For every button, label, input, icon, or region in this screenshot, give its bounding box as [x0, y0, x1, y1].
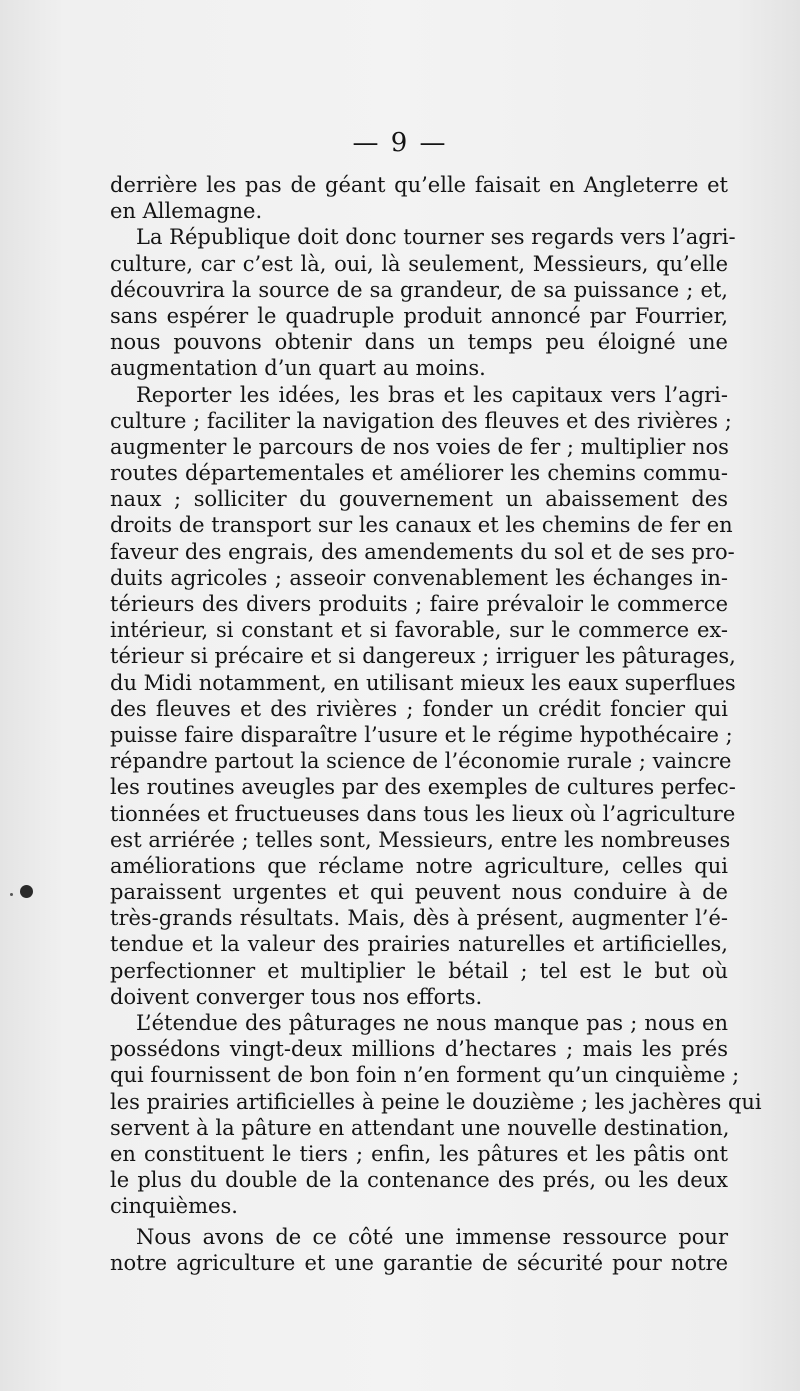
- ink-spot: [20, 885, 33, 898]
- text-line: du Midi notamment, en utilisant mieux les eaux superflues: [110, 670, 736, 695]
- text-line: répandre partout la science de l’économie rurale ; vaincre: [110, 749, 732, 774]
- text-line: les prairies artificielles à peine le douzième ; les jachères qui: [110, 1089, 762, 1114]
- text-line: L’étendue des pâturages ne nous manque pas ; nous en: [136, 1011, 728, 1035]
- text-line: cinquièmes.: [110, 1194, 238, 1219]
- text-line: routes départementales et améliorer les chemins commu-: [110, 461, 728, 486]
- text-line: très-grands résultats. Mais, dès à présent, augmenter l’é-: [110, 906, 728, 931]
- ink-speck: [10, 893, 13, 896]
- text-line: droits de transport sur les canaux et les chemins de fer en: [110, 513, 733, 538]
- text-line: naux ; solliciter du gouvernement un abaissement des: [110, 487, 728, 512]
- text-line: duits agricoles ; asseoir convenablement les échanges in-: [110, 565, 728, 590]
- text-line: tionnées et fructueuses dans tous les lieux où l’agriculture: [110, 801, 736, 826]
- text-line: qui fournissent de bon foin n’en forment qu’un cinquième ;: [110, 1063, 740, 1088]
- text-line: culture ; faciliter la navigation des fleuves et des rivières ;: [110, 408, 732, 433]
- text-line: sans espérer le quadruple produit annoncé par Fourrier,: [110, 303, 728, 328]
- text-line: derrière les pas de géant qu’elle faisait en Angleterre et: [110, 173, 728, 197]
- text-line: notre agriculture et une garantie de sécurité pour notre: [110, 1250, 728, 1275]
- text-line: les routines aveugles par des exemples de cultures perfec-: [110, 775, 736, 800]
- text-line: en constituent le tiers ; enfin, les pâtures et les pâtis ont: [110, 1141, 728, 1166]
- text-line: paraissent urgentes et qui peuvent nous conduire à de: [110, 880, 728, 905]
- text-line: découvrira la source de sa grandeur, de sa puissance ; et,: [110, 277, 728, 302]
- page-number: — 9 —: [352, 128, 448, 158]
- text-line: augmenter le parcours de nos voies de fer ; multiplier nos: [110, 434, 729, 459]
- text-line: possédons vingt-deux millions d’hectares ; mais les prés: [110, 1037, 728, 1062]
- text-line: améliorations que réclame notre agriculture, celles qui: [110, 853, 728, 878]
- text-line: servent à la pâture en attendant une nouvelle destination,: [110, 1115, 730, 1140]
- text-line: tendue et la valeur des prairies naturelles et artificielles,: [110, 932, 728, 957]
- text-line: puisse faire disparaître l’usure et le régime hypothécaire ;: [110, 722, 733, 747]
- text-line: le plus du double de la contenance des prés, ou les deux: [110, 1168, 728, 1193]
- text-line: faveur des engrais, des amendements du sol et de ses pro-: [110, 539, 735, 564]
- text-line: en Allemagne.: [110, 199, 263, 224]
- text-line: Reporter les idées, les bras et les capitaux vers l’agri-: [136, 382, 728, 407]
- text-line: est arriérée ; telles sont, Messieurs, entre les nombreuses: [110, 827, 731, 852]
- text-line: La République doit donc tourner ses regards vers l’agri-: [136, 225, 736, 250]
- text-line: térieurs des divers produits ; faire prévaloir le commerce: [110, 592, 728, 616]
- text-line: Nous avons de ce côté une immense ressource pour: [136, 1224, 728, 1249]
- text-line: culture, car c’est là, oui, là seulement, Messieurs, qu’elle: [110, 251, 728, 276]
- text-line: térieur si précaire et si dangereux ; irriguer les pâturages,: [110, 644, 736, 669]
- text-line: doivent converger tous nos efforts.: [110, 984, 483, 1009]
- text-line: intérieur, si constant et si favorable, sur le commerce ex-: [110, 618, 728, 643]
- text-line: perfectionner et multiplier le bétail ; tel est le but où: [110, 958, 728, 983]
- body-text: [110, 172, 762, 1276]
- text-line: augmentation d’un quart au moins.: [110, 356, 486, 381]
- text-line: nous pouvons obtenir dans un temps peu éloigné une: [110, 330, 728, 355]
- text-line: des fleuves et des rivières ; fonder un crédit foncier qui: [110, 696, 728, 721]
